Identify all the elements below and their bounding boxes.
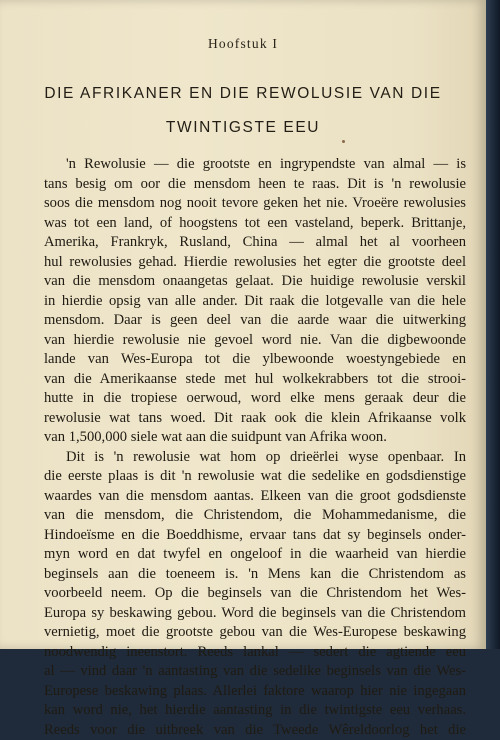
text-line: van die mensdom onaangetas gelaat. Die huidige rewolusie verskil [44,272,466,292]
chapter-heading: Hoofstuk I [0,36,486,52]
text-line: kan word nie, het hierdie aantasting in die twintigste eeu verhaas. [44,701,466,721]
text-line: 'n Rewolusie — die grootste en ingrypendste van almal — is [44,155,466,175]
text-line: Hindoeïsme en die Boeddhisme, ervaar tans dat sy beginsels onder- [44,526,466,546]
text-line: Reeds voor die uitbreek van die Tweede Wêreldoorlog het die [44,721,466,740]
text-line: van 1,500,000 siele wat aan die suidpunt van Afrika woon. [44,428,466,448]
text-line: noodwendig ineenstort. Reeds lankal — sedert die agtiende eeu [44,643,466,663]
text-line: die eerste plaas is dit 'n rewolusie wat die sedelike en godsdienstige [44,467,466,487]
text-line: vernietig, moet die grootste gebou van die Wes-Europese beskawing [44,623,466,643]
text-line: rewolusie wat tans woed. Dit raak ook die klein Afrikaanse volk [44,409,466,429]
text-line: hutte in die tropiese oerwoud, word elke mens geraak deur die [44,389,466,409]
chapter-title-line-2: TWINTIGSTE EEU [0,119,486,137]
text-line: al — vind daar 'n aantasting van die sedelike beginsels van die Wes- [44,662,466,682]
text-line: hul rewolusies gehad. Hierdie rewolusies het egter die grootste deel [44,253,466,273]
text-line: voorbeeld neem. Op die beginsels van die Christendom het Wes- [44,584,466,604]
text-line: in hierdie opsig van alle ander. Dit raak die lotgevalle van die hele [44,292,466,312]
text-line: waardes van die mensdom aantas. Elkeen van die groot godsdienste [44,487,466,507]
text-line: Dit is 'n rewolusie wat hom op drieërlei wyse openbaar. In [44,448,466,468]
chapter-title-line-1: DIE AFRIKANER EN DIE REWOLUSIE VAN DIE [0,85,486,103]
text-line: lande van Wes-Europa tot die ylbewoonde woestyngebiede en [44,350,466,370]
ink-speck [342,140,345,143]
text-line: van die mensdom, die Christendom, die Mohammedanisme, die [44,506,466,526]
book-spine [486,0,500,649]
text-line: mensdom. Daar is geen deel van die aarde waar die uitwerking [44,311,466,331]
text-line: beginsels aan die toeneem is. 'n Mens kan die Christendom as [44,565,466,585]
text-line: van die Amerikaanse stede met hul wolkekrabbers tot die strooi- [44,370,466,390]
text-line: soos die mensdom nog nooit tevore geken het nie. Vroeëre rewolusies [44,194,466,214]
text-line: Europese beskawing plaas. Allerlei faktore waarop hier nie ingegaan [44,682,466,702]
text-line: van hierdie rewolusie nie gevoel word nie. Van die digbewoonde [44,331,466,351]
text-line: tans besig om oor die mensdom heen te raas. Dit is 'n rewolusie [44,175,466,195]
body-text [44,155,466,740]
text-line: Amerika, Frankryk, Rusland, China — almal het al voorheen [44,233,466,253]
text-line: myn word en dat twyfel en ongeloof in die waarheid van hierdie [44,545,466,565]
text-line: Europa sy beskawing gebou. Word die beginsels van die Christendom [44,604,466,624]
text-line: was tot een land, of hoogstens tot een vasteland, beperk. Brittanje, [44,214,466,234]
